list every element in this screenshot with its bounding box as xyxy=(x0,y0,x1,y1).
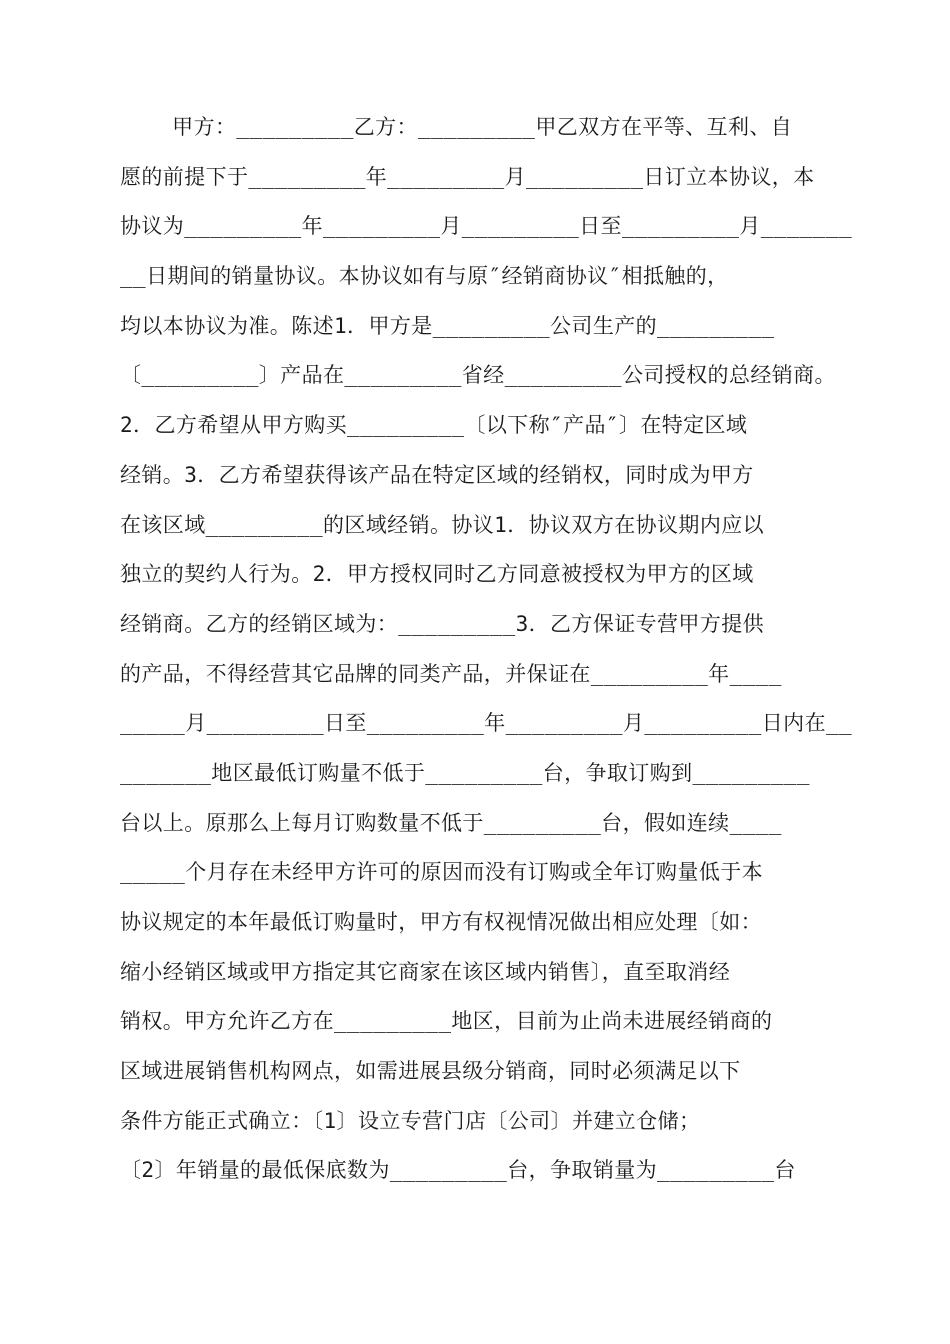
text-line: _____月_________日至_________年_________月_________日内在__ xyxy=(120,711,853,736)
text-line: 协议为_________年_________月_________日至_________月_______ xyxy=(120,214,853,239)
text-line: 〔2〕年销量的最低保底数为_________台，争取销量为_________台 xyxy=(120,1158,796,1183)
text-line: 条件方能正式确立：〔1〕设立专营门店〔公司〕并建立仓储； xyxy=(120,1108,701,1133)
text-line: _____个月存在未经甲方许可的原因而没有订购或全年订购量低于本 xyxy=(120,860,764,885)
text-line: 〔_________〕产品在_________省经_________公司授权的总经销商。 xyxy=(120,363,836,388)
text-line: 在该区域_________的区域经销。协议1．协议双方在协议期内应以 xyxy=(120,512,765,537)
text-line: 的产品，不得经营其它品牌的同类产品，并保证在_________年____ xyxy=(120,661,782,686)
agreement-body xyxy=(120,103,853,1196)
text-line: 愿的前提下于_________年_________月_________日订立本协议，本 xyxy=(120,164,815,189)
text-line: 区域进展销售机构网点，如需进展县级分销商，同时必须满足以下 xyxy=(120,1059,741,1084)
text-line: 甲方：_________乙方：_________甲乙双方在平等、互利、自 xyxy=(120,115,793,139)
text-line: 均以本协议为准。陈述1．甲方是_________公司生产的_________ xyxy=(120,313,775,338)
text-line: 销权。甲方允许乙方在_________地区，目前为止尚未进展经销商的 xyxy=(120,1009,773,1034)
text-line: 缩小经销区域或甲方指定其它商家在该区域内销售〕，直至取消经 xyxy=(120,959,731,984)
text-line: __日期间的销量协议。本协议如有与原″经销商协议″相抵触的， xyxy=(120,264,729,289)
text-line: 经销商。乙方的经销区域为：_________3．乙方保证专营甲方提供 xyxy=(120,611,765,636)
text-line: 台以上。原那么上每月订购数量不低于_________台，假如连续____ xyxy=(120,810,782,835)
text-line: _______地区最低订购量不低于_________台，争取订购到_________ xyxy=(120,760,810,785)
text-line: 经销。3．乙方希望获得该产品在特定区域的经销权，同时成为甲方 xyxy=(120,462,754,487)
text-line: 协议规定的本年最低订购量时，甲方有权视情况做出相应处理〔如： xyxy=(120,910,762,934)
text-line: 2．乙方希望从甲方购买_________〔以下称″产品″〕在特定区域 xyxy=(120,413,748,438)
text-line: 独立的契约人行为。2．甲方授权同时乙方同意被授权为甲方的区域 xyxy=(120,562,754,587)
